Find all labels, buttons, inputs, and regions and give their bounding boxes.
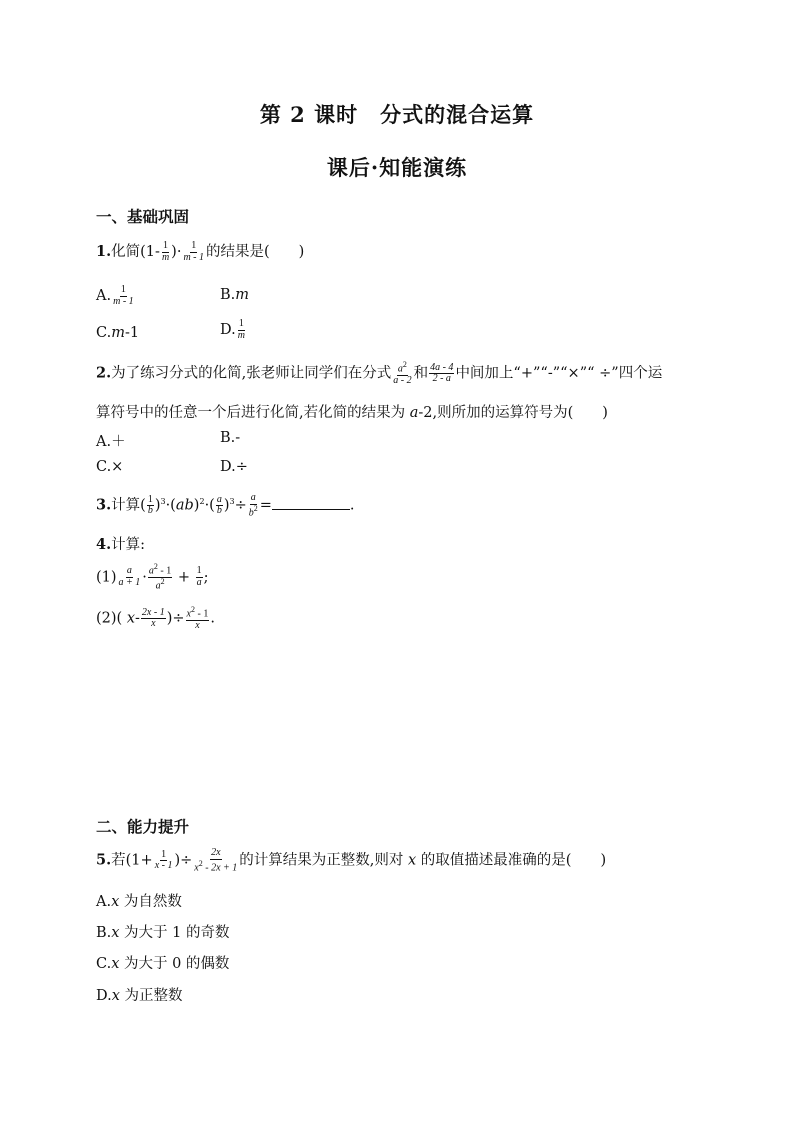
q1-option-a [96,285,136,307]
q5-option-b [96,921,230,942]
denominator: x [151,618,156,630]
question-4-part-1 [96,563,209,592]
variable: ab [175,497,194,514]
denominator: m [237,329,245,341]
denominator: b [147,505,153,517]
option-label: A. [96,288,112,304]
variable: x [111,925,120,941]
exponent: 2 [198,858,203,868]
question-4-part-2 [96,606,215,631]
text: ) [223,497,230,514]
numerator: 1 [120,284,126,295]
denominator [193,860,238,874]
exponent: 2 [402,360,407,369]
numerator: 2x - 1 [141,606,165,618]
section-advanced-heading: 二、能力提升 [96,818,190,836]
numerator [397,361,408,376]
q5-option-a [96,890,182,911]
question-number: 4. [96,536,112,553]
numerator [186,606,210,621]
numerator: 1 [238,318,244,329]
fraction [216,495,223,517]
text: 的取值描述最准确的是( ) [416,852,607,869]
numerator: a [250,492,256,503]
text: ÷ [172,610,185,627]
q5-option-c [96,952,229,973]
text: - 2x + 1 [202,861,238,873]
denominator: x [195,619,200,631]
denominator: m [161,251,170,263]
question-number: 3. [96,496,112,514]
denominator [155,578,166,592]
q2-option-c: C.× [96,459,124,475]
q2-option-a: A.＋ [96,434,126,450]
variable: x [194,861,199,873]
option-label: D. [96,988,112,1004]
q5-option-d [96,984,183,1005]
exponent: 3 [160,496,166,506]
answer-blank[interactable] [272,496,350,510]
q1-option-c [96,325,139,341]
denominator: m - 1 [183,251,205,263]
text: ·( [165,497,176,514]
fraction [429,363,454,385]
text: . [210,610,215,627]
option-label: C. [96,956,112,972]
text: ÷ [234,497,247,514]
q2-option-b: B.- [220,430,241,446]
text: ÷ [180,852,193,869]
question-1 [96,240,304,263]
denominator: m - 1 [113,295,134,307]
text: ·( [204,497,215,514]
fraction [141,608,166,630]
numerator: 1 [191,240,197,251]
text: 和 [413,365,429,382]
question-4 [96,533,145,554]
denominator: 2 - a [432,373,451,385]
option-label: B. [96,925,112,941]
section-basic-heading: 一、基础巩固 [96,208,190,226]
exponent: 2 [160,576,165,586]
option-label: B. [220,287,236,303]
text: -1 [124,325,140,341]
numerator: a [126,565,132,577]
numerator: a [216,493,222,505]
fraction [147,495,154,517]
numerator: 1 [196,565,202,577]
text: )· [171,244,182,260]
text: 算符号中的任意一个后进行化简,若化简的结果为 [96,405,410,421]
variable: x [111,956,120,972]
numerator [148,563,172,578]
fraction [237,319,246,341]
text: - 1 [157,565,172,577]
numerator: 1 [161,848,167,860]
text: . [349,497,355,514]
exponent: 2 [199,496,205,506]
fraction [182,241,205,263]
text: 化简(1- [111,244,160,260]
variable: m [111,325,125,341]
q1-option-b [220,287,249,303]
variable: x [408,852,417,869]
q2-option-d: D.÷ [220,459,248,475]
fraction [148,563,172,592]
text: ) [166,610,173,627]
part-label: (2) [96,610,117,627]
fraction [186,606,210,631]
variable: x [126,610,136,627]
exponent: 2 [253,503,258,513]
text: 计算: [111,537,146,553]
fraction [112,285,135,307]
numerator: 1 [147,493,153,505]
question-5 [96,848,606,873]
question-2-line-2 [96,401,608,422]
option-label: C. [96,325,112,341]
question-number: 2. [96,364,112,382]
denominator: a [196,576,202,588]
part-label: (1) [96,569,117,586]
text: 计算( [111,497,146,514]
variable: x [111,894,120,910]
variable: a [397,363,403,375]
text: + [173,569,195,586]
numerator: 2x [211,847,221,858]
numerator: 1 [163,240,169,251]
exponent: 2 [190,605,195,614]
text: 的结果是( ) [206,244,305,260]
variable: a [148,565,154,577]
text: 为自然数 [119,894,182,910]
text: ; [203,569,209,586]
text: 为大于 1 的奇数 [119,925,230,941]
text: ( [116,610,127,627]
question-3 [96,493,355,518]
text: ) [174,852,181,869]
q1-option-d [220,319,247,341]
text: -2,则所加的运算符号为( ) [418,405,608,421]
text: ) [154,497,161,514]
fraction [154,850,174,872]
text: 中间加上“+”“-”“×”“ ÷”四个运 [455,365,663,382]
question-number: 5. [96,851,112,869]
variable: m [235,287,250,303]
variable: x [111,988,120,1004]
fraction [161,241,170,263]
fraction [118,566,142,588]
exponent: 2 [153,562,158,571]
variable: a [409,405,419,421]
question-2 [96,361,662,386]
fraction [248,493,259,518]
option-label: D. [220,322,236,338]
page-title: 第 2 课时 分式的混合运算 [259,102,535,127]
denominator: x - 1 [154,860,173,872]
question-number: 1. [96,243,112,260]
text: 为了练习分式的化简,张老师让同学们在分式 [111,365,392,382]
text: 的计算结果为正整数,则对 [239,852,408,869]
denominator: a - 2 [393,374,412,386]
text: - [135,610,140,627]
exponent: 3 [229,496,235,506]
text: ) [193,497,200,514]
fraction [196,566,203,588]
text: 若(1+ [111,852,153,869]
denominator: b [216,505,222,517]
variable: a [155,580,161,592]
text: - 1 [194,608,209,620]
option-label: A. [96,894,112,910]
denominator: a + 1 [118,576,141,588]
fraction [392,361,412,386]
text: · [142,569,147,586]
numerator: 4a - 4 [430,361,454,373]
variable: b [248,506,254,518]
page-subtitle: 课后·知能演练 [326,155,468,180]
fraction [193,848,238,873]
text: = [259,497,272,514]
denominator [248,505,259,519]
text: 为大于 0 的偶数 [119,956,230,972]
variable: x [186,608,191,620]
text: 为正整数 [119,988,183,1004]
